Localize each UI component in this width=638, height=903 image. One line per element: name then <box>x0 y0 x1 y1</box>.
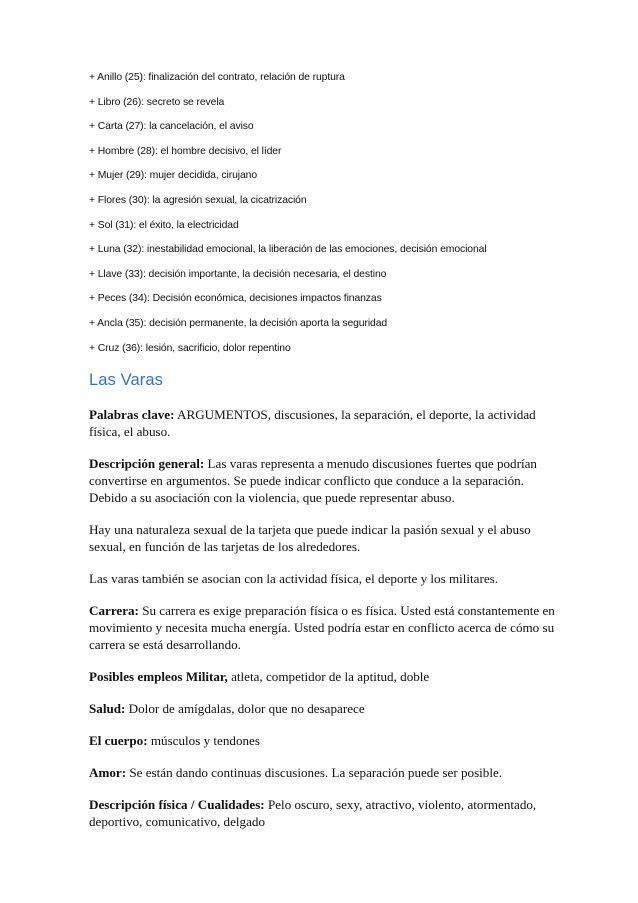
paragraph-sexual <box>89 521 559 555</box>
paragraph-text: Las varas también se asocian con la actividad física, el deporte y los militares. <box>89 571 499 586</box>
paragraph-body <box>89 732 559 749</box>
paragraph-physical <box>89 796 559 830</box>
paragraph-text: Pelo oscuro, sexy, atractivo, violento, atormentado, deportivo, comunicativo, delgado <box>89 797 537 829</box>
paragraph-text: ARGUMENTOS, discusiones, la separación, el deporte, la actividad física, el abuso. <box>89 407 536 439</box>
paragraph-health <box>89 700 559 717</box>
paragraph-text: Hay una naturaleza sexual de la tarjeta que puede indicar la pasión sexual y el abuso sexual, en función de las tarjetas de los alrededores. <box>89 522 531 554</box>
paragraph-text: Las varas representa a menudo discusiones fuertes que podrían convertirse en argumentos. Se puede indicar conflicto que conduce a la separación. Debido a su asociación con la violencia, que puede representar abuso. <box>89 456 537 505</box>
paragraph-label: Posibles empleos Militar, <box>89 669 228 684</box>
paragraph-text: Dolor de amígdalas, dolor que no desaparece <box>125 701 365 716</box>
paragraph-label: Descripción física / Cualidades: <box>89 797 265 812</box>
paragraph-label: El cuerpo: <box>89 733 148 748</box>
paragraph-label: Carrera: <box>89 603 139 618</box>
paragraph-jobs <box>89 668 559 685</box>
list-item: + Sol (31): el éxito, la electricidad <box>89 219 239 231</box>
list-item: + Flores (30): la agresión sexual, la cicatrización <box>89 194 307 206</box>
paragraph-text: Se están dando continuas discusiones. La separación puede ser posible. <box>126 765 503 780</box>
list-item: + Mujer (29): mujer decidida, cirujano <box>89 170 258 182</box>
section-body <box>89 406 559 845</box>
paragraph-activity <box>89 570 559 587</box>
paragraph-love <box>89 764 559 781</box>
card-meaning-list <box>89 71 589 366</box>
paragraph-text: Su carrera es exige preparación física o es física. Usted está constantemente en movimiento y necesita mucha energía. Usted podría estar en conflicto acerca de cómo su carrera se está desarrollando. <box>89 603 555 652</box>
list-item: + Peces (34): Decisión económica, decisiones impactos finanzas <box>89 293 382 305</box>
list-item: + Cruz (36): lesión, sacrificio, dolor repentino <box>89 342 291 354</box>
paragraph-label: Palabras clave: <box>89 407 175 422</box>
list-item: + Anillo (25): finalización del contrato, relación de ruptura <box>89 72 345 83</box>
section-heading: Las Varas <box>89 371 163 389</box>
paragraph-label: Salud: <box>89 701 126 716</box>
list-item: + Hombre (28): el hombre decisivo, el líder <box>89 145 282 157</box>
paragraph-label: Amor: <box>89 765 127 780</box>
paragraph-label: Descripción general: <box>89 456 205 471</box>
list-item: + Llave (33): decisión importante, la decisión necesaria, el destino <box>89 268 387 280</box>
paragraph-keywords <box>89 406 559 440</box>
paragraph-text: atleta, competidor de la aptitud, doble <box>227 669 430 684</box>
paragraph-career <box>89 602 559 653</box>
list-item: + Luna (32): inestabilidad emocional, la liberación de las emociones, decisión emocional <box>89 244 487 256</box>
list-item: + Libro (26): secreto se revela <box>89 96 225 108</box>
list-item: + Ancla (35): decisión permanente, la decisión aporta la seguridad <box>89 317 388 329</box>
list-item: + Carta (27): la cancelación, el aviso <box>89 121 254 133</box>
paragraph-general <box>89 455 559 506</box>
paragraph-text: músculos y tendones <box>147 733 260 748</box>
